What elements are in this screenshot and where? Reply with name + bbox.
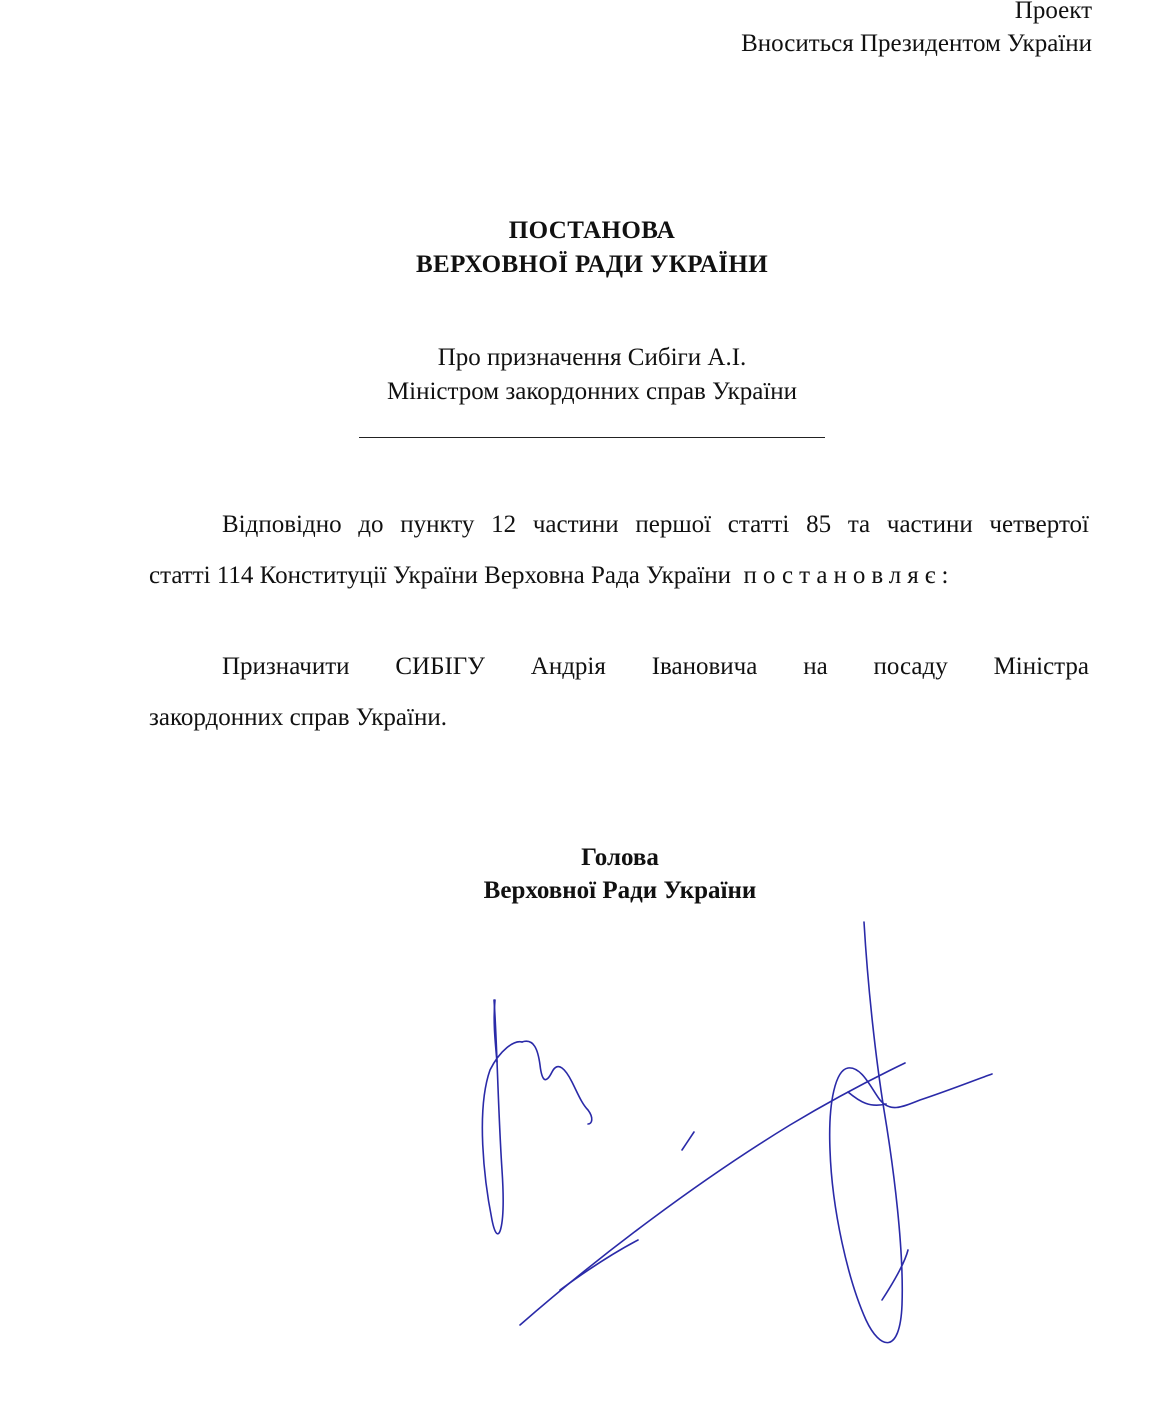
appointment-line-2: закордонних справ України. xyxy=(149,704,447,731)
appointment-paragraph xyxy=(149,641,1089,743)
signatory-line-2: Верховної Ради України xyxy=(483,877,757,904)
handwritten-signature-icon xyxy=(460,915,1020,1355)
subject-line-2: Міністром закордонних справ України xyxy=(386,378,798,405)
resolves-word: постановляє: xyxy=(743,562,955,589)
preamble-line-2: статті 114 Конституції України Верховна Рада України xyxy=(149,562,732,589)
submitted-by: Вноситься Президентом України xyxy=(741,30,1092,57)
subject-line-1: Про призначення Сибіги А.І. xyxy=(437,344,747,371)
title-line-2: ВЕРХОВНОЇ РАДИ УКРАЇНИ xyxy=(415,251,769,278)
appointment-line-1: Призначити СИБІГУ Андрія Івановича на посаду Міністра xyxy=(222,653,1089,680)
header-block xyxy=(741,0,1092,60)
document-title xyxy=(0,214,1158,282)
subject-underline xyxy=(359,437,825,438)
preamble-line-1: Відповідно до пункту 12 частини першої статті 85 та частини четвертої xyxy=(222,511,1089,538)
draft-label: Проект xyxy=(1014,0,1092,24)
signatory-block xyxy=(0,841,1158,907)
document-subject xyxy=(0,341,1158,409)
title-line-1: ПОСТАНОВА xyxy=(508,217,676,244)
preamble-paragraph xyxy=(149,499,1089,601)
signatory-line-1: Голова xyxy=(581,844,659,871)
